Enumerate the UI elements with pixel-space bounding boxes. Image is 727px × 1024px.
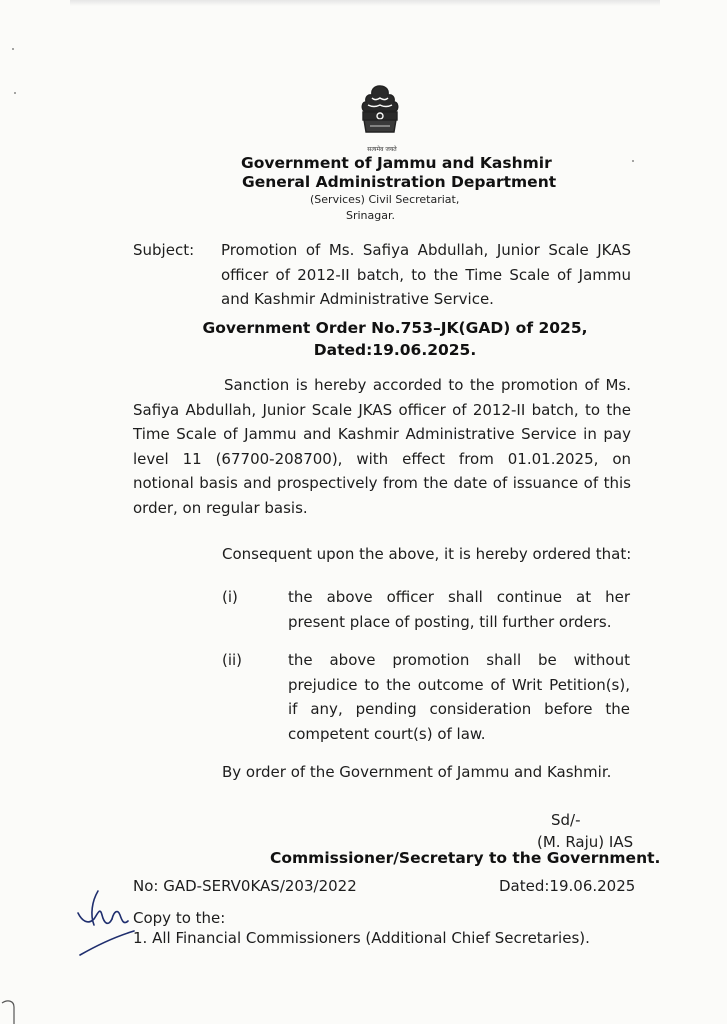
list-item-text: the above promotion shall be without prejudice to the outcome of Writ Petition(s), if any, pending consideration before the competent court(s) of law. <box>288 651 630 743</box>
signature-sd: Sd/- <box>551 811 581 829</box>
emblem-caption: सत्यमेव जयते <box>367 146 397 153</box>
scan-edge-mark <box>0 995 20 1024</box>
signature-designation: Commissioner/Secretary to the Government. <box>270 849 661 867</box>
order-closing: By order of the Government of Jammu and Kashmir. <box>222 763 612 781</box>
order-title-date: Dated:19.06.2025. <box>313 341 477 359</box>
header-city: Srinagar. <box>346 209 396 222</box>
copy-to-item: 1. All Financial Commissioners (Additional Chief Secretaries). <box>133 929 590 947</box>
handwritten-initials-signature <box>70 885 140 965</box>
header-office: (Services) Civil Secretariat, <box>310 193 460 206</box>
header-government: Government of Jammu and Kashmir <box>241 154 552 172</box>
scan-speck <box>12 48 14 50</box>
copy-to-label: Copy to the: <box>133 909 226 927</box>
order-paragraph-consequent: Consequent upon the above, it is hereby ordered that: <box>222 545 632 563</box>
order-paragraph-sanction: Sanction is hereby accorded to the promotion of Ms. Safiya Abdullah, Junior Scale JKAS officer of 2012-II batch, to the Time Scale of Jammu and Kashmir Administrative Service in pay level 11 (67700-208700), with effect from 01.01.2025, on notional basis and prospectively from the date of issuance of this order, on regular basis. <box>133 376 631 517</box>
scan-speck <box>632 160 634 162</box>
subject-label: Subject: <box>133 241 195 259</box>
order-title-number: Government Order No.753–JK(GAD) of 2025, <box>202 319 588 337</box>
subject-text: Promotion of Ms. Safiya Abdullah, Junior Scale JKAS officer of 2012-II batch, to the Time Scale of Jammu and Kashmir Administrative Service. <box>221 241 631 308</box>
header-department: General Administration Department <box>242 173 557 191</box>
list-item-marker: (ii) <box>222 651 243 669</box>
scan-speck <box>14 92 16 94</box>
list-item-marker: (i) <box>222 588 238 606</box>
reference-number: No: GAD-SERV0KAS/203/2022 <box>133 877 357 895</box>
signature-name: (M. Raju) IAS <box>537 833 634 851</box>
list-item-text: the above officer shall continue at her present place of posting, till further orders. <box>288 588 630 631</box>
scan-edge-shadow <box>70 0 660 6</box>
reference-date: Dated:19.06.2025 <box>499 877 636 895</box>
